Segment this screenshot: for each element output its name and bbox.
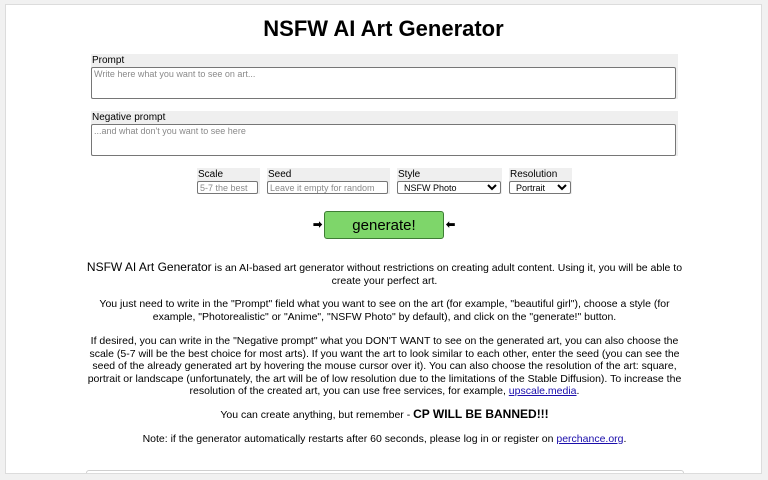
seed-block [267, 168, 390, 194]
upscale-link[interactable]: upscale.media [508, 385, 577, 397]
page-title: NSFW AI Art Generator [263, 16, 504, 41]
negative-prompt-input[interactable] [91, 124, 676, 156]
left-arrow-icon: ⬅ [446, 219, 456, 231]
page-container [5, 4, 762, 474]
style-block [397, 168, 502, 194]
usage-paragraph: You just need to write in the "Prompt" field what you want to see on the art (for example, "beautiful girl"), choose a style (for example, "Photorealistic" or "Anime", "NSFW Photo" by default), and click on the "generate!" button. [99, 298, 670, 323]
output-panel [86, 470, 684, 474]
warning-emphasis: CP WILL BE BANNED!!! [413, 407, 549, 421]
scale-label: Scale [198, 169, 224, 180]
style-label: Style [398, 169, 421, 180]
resolution-select[interactable] [509, 181, 571, 194]
seed-input[interactable] [267, 181, 388, 194]
scale-input[interactable] [197, 181, 258, 194]
seed-label: Seed [268, 169, 292, 180]
resolution-block [509, 168, 572, 194]
generate-row [6, 211, 761, 239]
prompt-block [91, 54, 678, 99]
scale-block [197, 168, 260, 194]
brand-name: NSFW AI Art Generator [86, 260, 212, 274]
resolution-label: Resolution [510, 169, 558, 180]
details-end: . [576, 385, 580, 397]
details-text: If desired, you can write in the "Negative prompt" what you DON'T WANT to see on the generated art, you can also choose the scale (5-7 will be the best choice for most arts). If you want the art to look similar to each other, enter the seed (you can see the seed of the already generated art by hovering the mouse cursor over it). You can also choose the resolution of the art: square, portrait or landscape (unfortunately, the art will be of low resolution due to the limitations of the Stable Diffusion). To increase the resolution of the created art, you can use free services, for example, [87, 335, 682, 397]
note-text: Note: if the generator automatically restarts after 60 seconds, please log in or register on [142, 433, 557, 445]
warning-text: You can create anything, but remember - [220, 409, 414, 421]
prompt-input[interactable] [91, 67, 676, 99]
note-end: . [623, 433, 627, 445]
prompt-label: Prompt [92, 55, 125, 66]
intro-paragraph [86, 261, 683, 287]
right-arrow-icon: ➡ [313, 219, 323, 231]
style-select[interactable] [397, 181, 501, 194]
note-paragraph [86, 433, 683, 446]
negative-prompt-block [91, 111, 678, 156]
intro-text: is an AI-based art generator without restrictions on creating adult content. Using it, you will be able to create your perfect art. [211, 262, 683, 287]
details-paragraph [86, 335, 683, 398]
warning-paragraph [86, 408, 683, 422]
generate-button[interactable]: generate! [324, 211, 444, 239]
perchance-link[interactable]: perchance.org [556, 433, 624, 445]
negative-prompt-label: Negative prompt [92, 112, 166, 123]
